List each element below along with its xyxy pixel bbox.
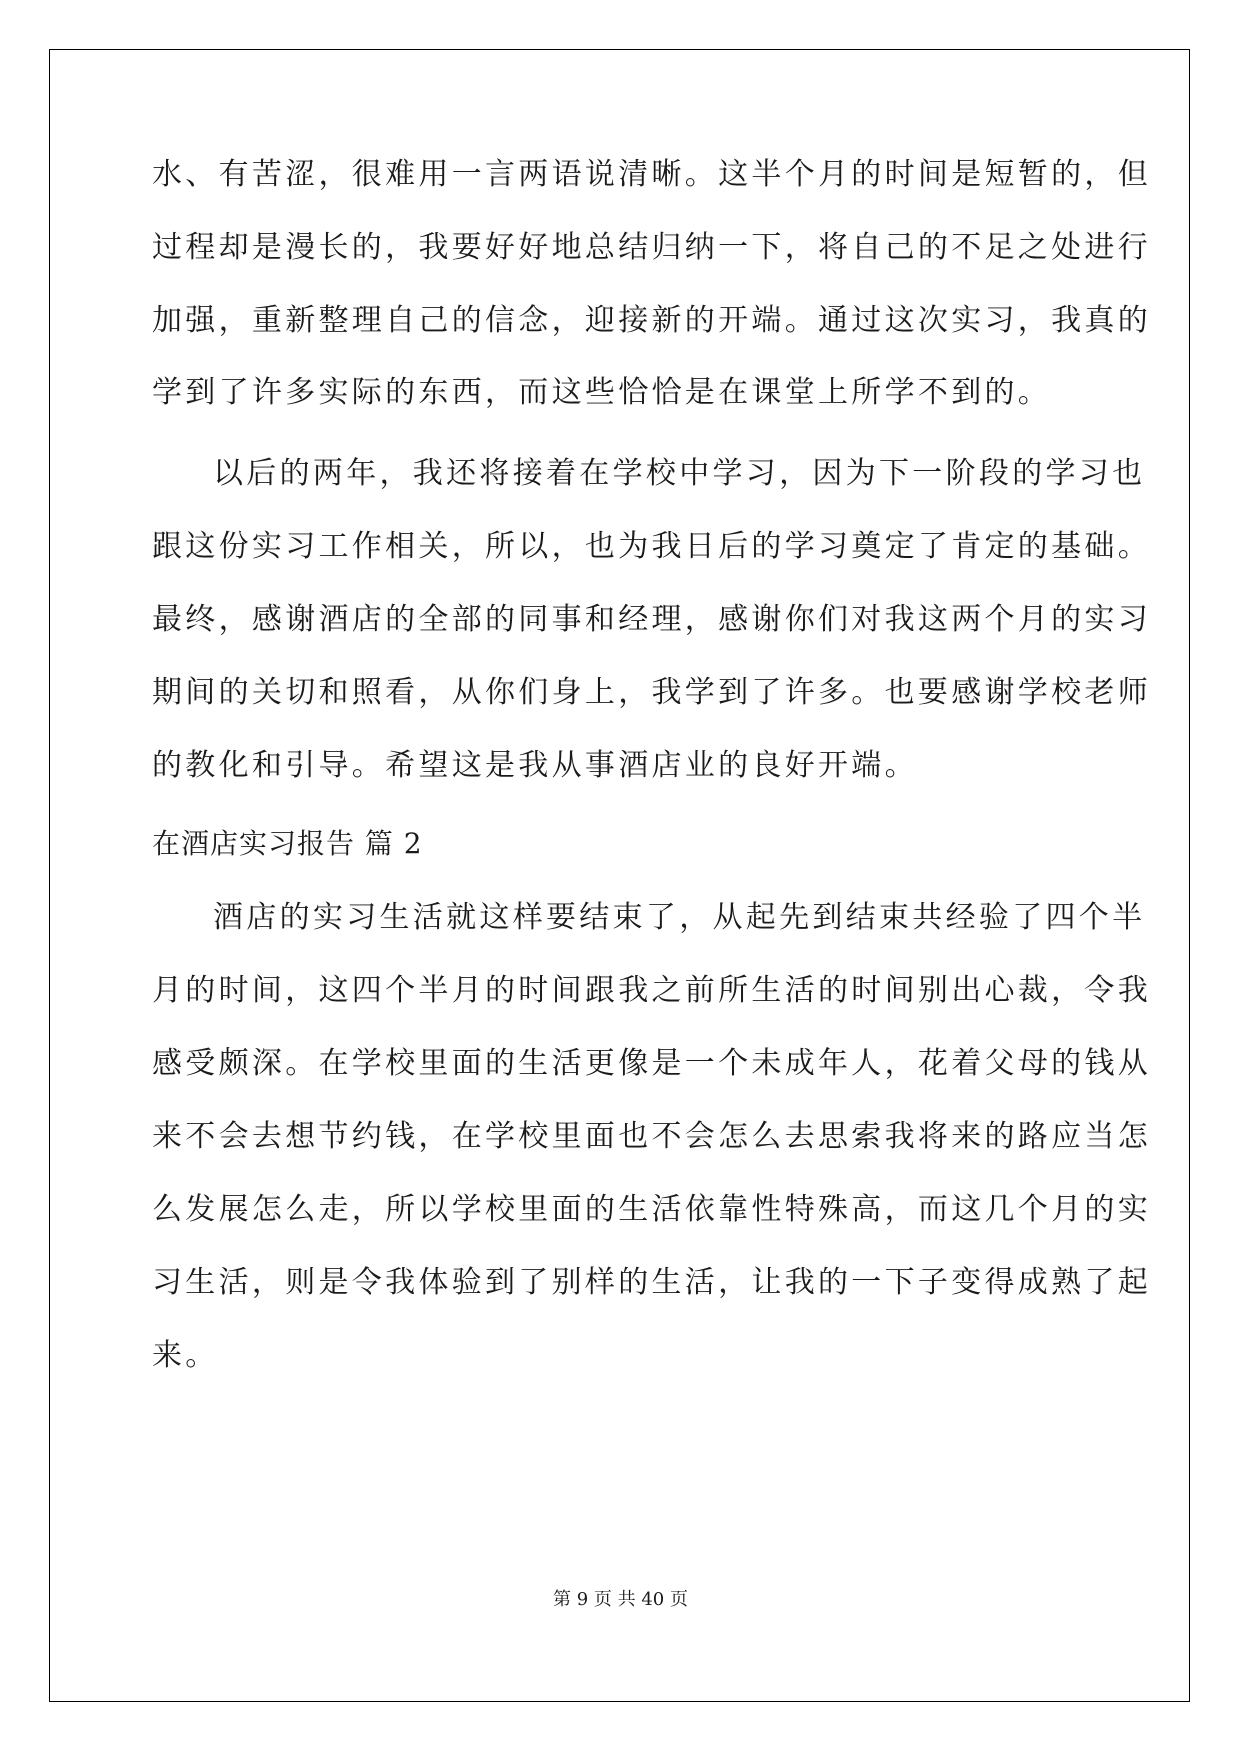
paragraph-line: 月的时间，这四个半月的时间跟我之前所生活的时间别出心裁，令我 xyxy=(152,973,1151,1008)
page-number: 第 9 页 共 40 页 xyxy=(553,1589,688,1610)
paragraph-line: 学到了许多实际的东西，而这些恰恰是在课堂上所学不到的。 xyxy=(152,375,1052,410)
paragraph-line: 最终，感谢酒店的全部的同事和经理，感谢你们对我这两个月的实习 xyxy=(152,602,1151,637)
paragraph-line: 期间的关切和照看，从你们身上，我学到了许多。也要感谢学校老师 xyxy=(152,675,1151,710)
paragraph-line: 感受颇深。在学校里面的生活更像是一个未成年人，花着父母的钱从 xyxy=(152,1046,1151,1081)
paragraph-line: 酒店的实习生活就这样要结束了，从起先到结束共经验了四个半 xyxy=(213,900,1146,935)
paragraph-line: 过程却是漫长的，我要好好地总结归纳一下，将自己的不足之处进行 xyxy=(152,230,1151,265)
paragraph-line: 来。 xyxy=(152,1338,219,1373)
paragraph-line: 来不会去想节约钱，在学校里面也不会怎么去思索我将来的路应当怎 xyxy=(152,1119,1151,1154)
section-heading: 在酒店实习报告 篇 2 xyxy=(152,827,423,860)
paragraph-line: 习生活，则是令我体验到了别样的生活，让我的一下子变得成熟了起 xyxy=(152,1265,1151,1300)
page-border xyxy=(49,49,1190,1702)
paragraph-line: 以后的两年，我还将接着在学校中学习，因为下一阶段的学习也 xyxy=(213,456,1146,491)
paragraph-line: 跟这份实习工作相关，所以，也为我日后的学习奠定了肯定的基础。 xyxy=(152,529,1151,564)
paragraph-line: 的教化和引导。希望这是我从事酒店业的良好开端。 xyxy=(152,748,918,783)
paragraph-line: 么发展怎么走，所以学校里面的生活依靠性特殊高，而这几个月的实 xyxy=(152,1192,1151,1227)
paragraph-line: 水、有苦涩，很难用一言两语说清晰。这半个月的时间是短暂的，但 xyxy=(152,157,1151,192)
paragraph-line: 加强，重新整理自己的信念，迎接新的开端。通过这次实习，我真的 xyxy=(152,303,1151,338)
